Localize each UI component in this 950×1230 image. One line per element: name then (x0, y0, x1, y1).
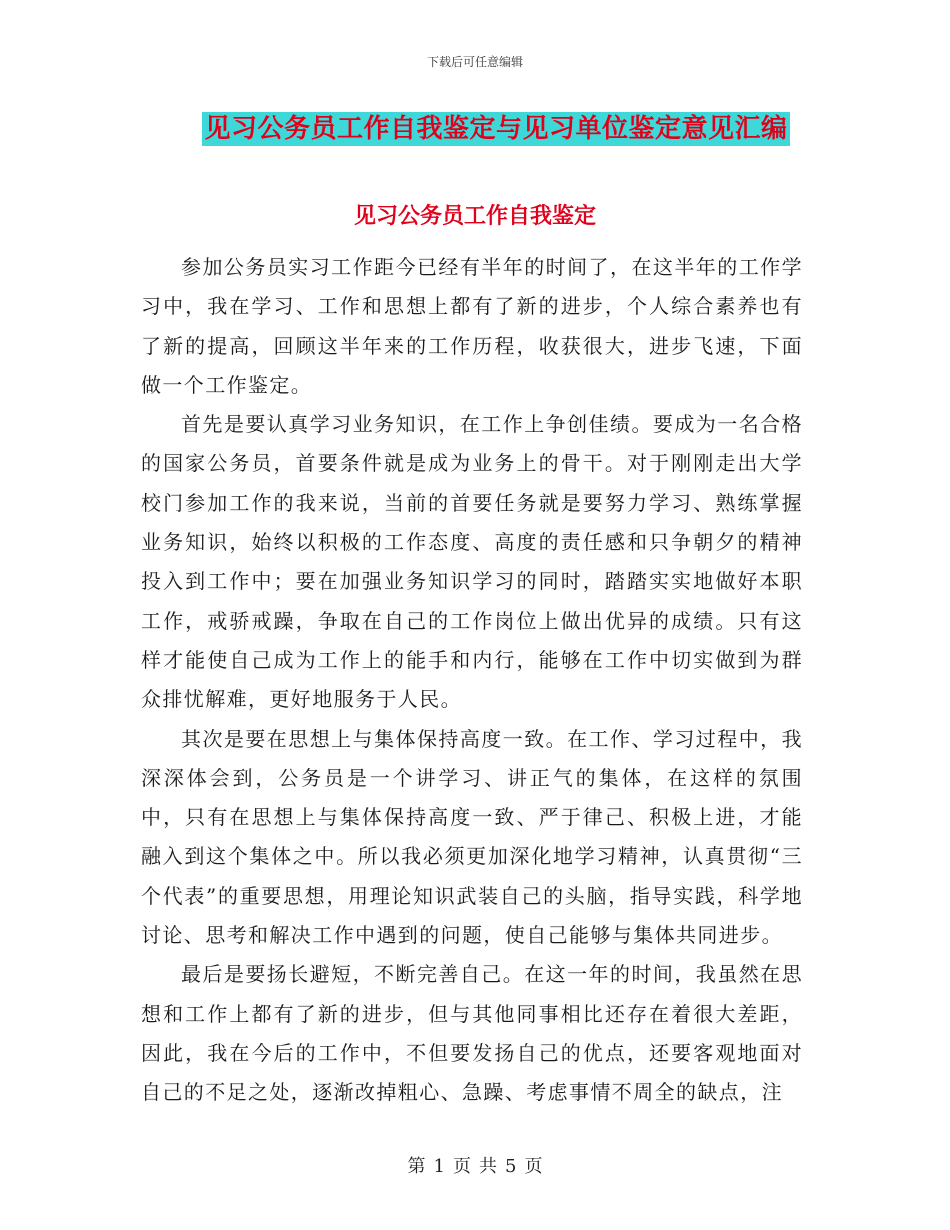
footer-page-unit: 页 (453, 1156, 471, 1177)
page-footer (0, 1152, 950, 1178)
footer-total-prefix: 共 (479, 1156, 497, 1177)
header-note: 下载后可任意编辑 (426, 55, 523, 69)
paragraph-4: 最后是要扬长避短，不断完善自己。在这一年的时间，我虽然在思想和工作上都有了新的进步，但与其他同事相比还存在着很大差距，因此，我在今后的工作中，不但要发扬自己的优点，还要客观地面对自己的不足之处，逐渐改掉粗心、急躁、考虑事情不周全的缺点，注 (141, 962, 803, 1105)
footer-prefix: 第 (407, 1156, 426, 1177)
paragraph-3: 其次是要在思想上与集体保持高度一致。在工作、学习过程中，我深深体会到，公务员是一个讲学习、讲正气的集体，在这样的氛围中，只有在思想上与集体保持高度一致、严于律己、积极上进，才能融入到这个集体之中。所以我必须更加深化地学习精神，认真贯彻“三个代表”的重要思想，用理论知识武装自己的头脑，指导实践，科学地讨论、思考和解决工作中遇到的问题，使自己能够与集体共同进步。 (141, 726, 803, 948)
footer-page-number: 1 (433, 1156, 445, 1177)
document-title-container (0, 112, 950, 146)
footer-total-pages: 5 (505, 1156, 517, 1177)
section-title: 见习公务员工作自我鉴定 (353, 203, 596, 229)
document-title: 见习公务员工作自我鉴定与见习单位鉴定意见汇编 (204, 114, 788, 144)
footer-total-unit: 页 (524, 1156, 543, 1177)
paragraph-2: 首先是要认真学习业务知识，在工作上争创佳绩。要成为一名合格的国家公务员，首要条件就是成为业务上的骨干。对于刚刚走出大学校门参加工作的我来说，当前的首要任务就是要努力学习、熟练掌握业务知识，始终以积极的工作态度、高度的责任感和只争朝夕的精神投入到工作中；要在加强业务知识学习的同时，踏踏实实地做好本职工作，戒骄戒躁，争取在自己的工作岗位上做出优异的成绩。只有这样才能使自己成为工作上的能手和内行，能够在工作中切实做到为群众排忧解难，更好地服务于人民。 (141, 412, 803, 712)
document-body (141, 248, 803, 1113)
paragraph-1: 参加公务员实习工作距今已经有半年的时间了，在这半年的工作学习中，我在学习、工作和思想上都有了新的进步，个人综合素养也有了新的提高，回顾这半年来的工作历程，收获很大，进步飞速，下面做一个工作鉴定。 (141, 255, 803, 397)
